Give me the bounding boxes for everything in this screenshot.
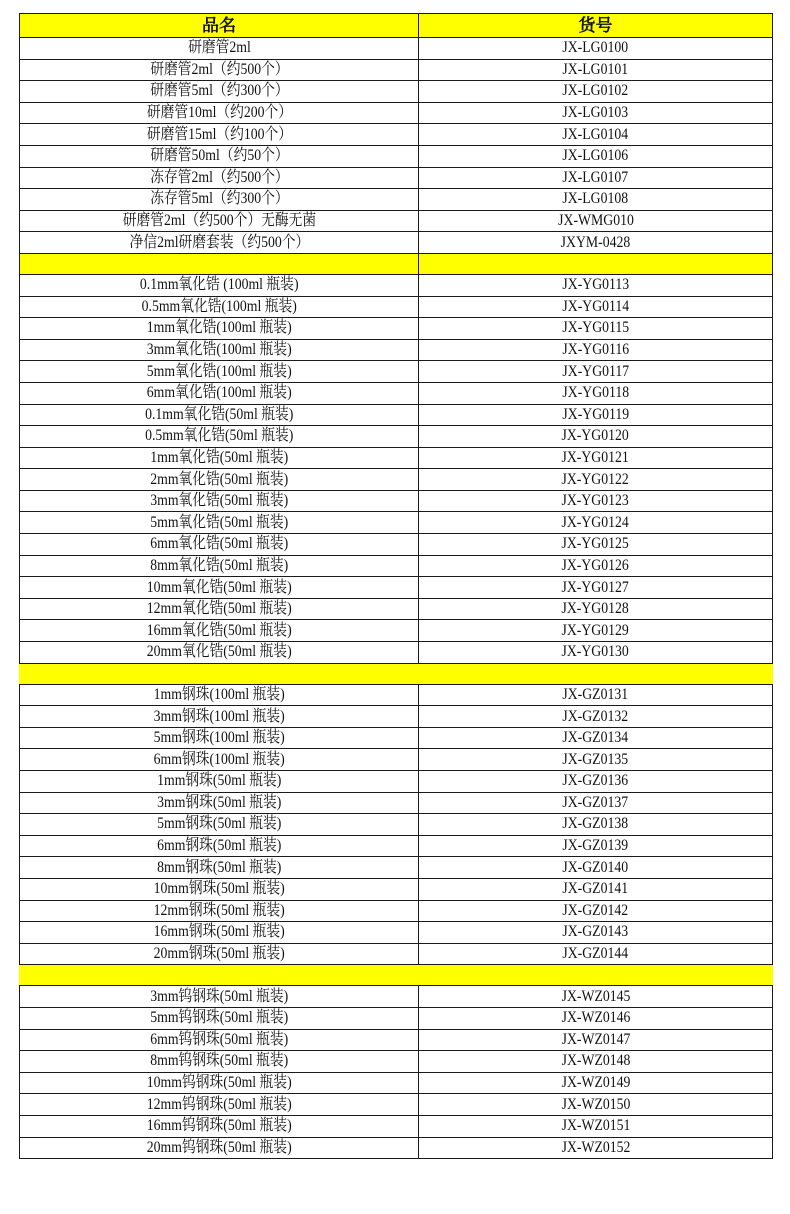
product-name-cell: [20, 210, 419, 232]
product-name-cell: [20, 1094, 419, 1116]
item-code: JX-GZ0143: [562, 923, 629, 941]
item-code: JX-YG0130: [561, 643, 630, 661]
item-code-cell: [419, 296, 773, 318]
table-row: [20, 382, 773, 404]
table-row: [20, 922, 773, 944]
item-code: JX-WZ0146: [561, 1009, 630, 1027]
item-code: JX-YG0120: [561, 427, 630, 445]
item-code: JX-GZ0134: [562, 729, 629, 747]
table-row: [20, 684, 773, 706]
item-code-cell: [419, 404, 773, 426]
table-row: [20, 59, 773, 81]
item-code: JX-GZ0131: [562, 685, 629, 703]
product-name-cell: [20, 706, 419, 728]
product-name: 10mm氧化锆(50ml 瓶装): [146, 578, 292, 596]
table-row: [20, 835, 773, 857]
product-name: 0.5mm氧化锆(100ml 瓶装): [141, 297, 297, 315]
item-code: JX-GZ0136: [562, 772, 629, 790]
table-row: [20, 490, 773, 512]
product-name: 5mm氧化锆(50ml 瓶装): [149, 513, 288, 531]
product-name-cell: [20, 922, 419, 944]
table-row: [20, 577, 773, 599]
item-code-cell: [419, 577, 773, 599]
table-row: [20, 469, 773, 491]
item-code-cell: [419, 274, 773, 296]
table-row: [20, 339, 773, 361]
item-code: JX-GZ0135: [562, 750, 629, 768]
table-row: [20, 1051, 773, 1073]
item-code-cell: [419, 361, 773, 383]
item-code: JX-YG0123: [561, 492, 630, 510]
product-name: 0.1mm氧化锆 (100ml 瓶装): [139, 276, 299, 294]
item-code: JX-LG0102: [562, 82, 629, 100]
product-name-cell: [20, 232, 419, 254]
product-name: 研磨管5ml（约300个）: [149, 82, 289, 100]
item-code: JX-WZ0149: [561, 1074, 630, 1092]
item-code: JX-WZ0151: [561, 1117, 630, 1135]
table-row: [20, 210, 773, 232]
product-name: 1mm钢珠(100ml 瓶装): [153, 685, 285, 703]
product-name-cell: [20, 814, 419, 836]
product-name-cell: [20, 447, 419, 469]
product-name: 12mm钨钢珠(50ml 瓶装): [146, 1095, 292, 1113]
item-code: JX-WZ0150: [561, 1095, 630, 1113]
group-separator-row: [20, 965, 773, 986]
product-name: 12mm氧化锆(50ml 瓶装): [146, 600, 292, 618]
table-row: [20, 814, 773, 836]
item-code-cell: [419, 490, 773, 512]
product-catalog-sheet: [19, 13, 772, 1159]
item-code: JX-LG0108: [562, 190, 629, 208]
product-name-cell: [20, 878, 419, 900]
table-row: [20, 878, 773, 900]
item-code-cell: [419, 382, 773, 404]
product-name: 3mm钨钢珠(50ml 瓶装): [149, 987, 288, 1005]
item-code-cell: [419, 1029, 773, 1051]
item-code: JX-WZ0147: [561, 1030, 630, 1048]
product-name: 6mm钢珠(50ml 瓶装): [156, 837, 282, 855]
item-code-cell: [419, 469, 773, 491]
product-name-cell: [20, 835, 419, 857]
product-name: 净信2ml研磨套装（约500个）: [129, 233, 309, 251]
product-name-cell: [20, 1029, 419, 1051]
table-row: [20, 512, 773, 534]
table-row: [20, 792, 773, 814]
product-name: 16mm氧化锆(50ml 瓶装): [146, 621, 292, 639]
product-name-cell: [20, 1072, 419, 1094]
product-name-cell: [20, 339, 419, 361]
table-row: [20, 167, 773, 189]
item-code-cell: [419, 857, 773, 879]
product-table: [19, 13, 773, 1159]
item-code-cell: [419, 534, 773, 556]
product-name-cell: [20, 38, 419, 60]
product-name-cell: [20, 318, 419, 340]
item-code-cell: [419, 1094, 773, 1116]
product-name: 研磨管15ml（约100个）: [146, 125, 292, 143]
item-code-cell: [419, 792, 773, 814]
item-code: JX-WMG010: [557, 212, 634, 230]
item-code-cell: [419, 684, 773, 706]
item-code-cell: [419, 232, 773, 254]
product-name: 5mm钢珠(50ml 瓶装): [156, 815, 282, 833]
table-row: [20, 598, 773, 620]
product-name-cell: [20, 598, 419, 620]
table-row: [20, 857, 773, 879]
item-code-cell: [419, 59, 773, 81]
product-name: 10mm钨钢珠(50ml 瓶装): [146, 1074, 292, 1092]
table-row: [20, 534, 773, 556]
product-name: 研磨管2ml: [187, 39, 251, 57]
table-row: [20, 943, 773, 965]
product-name: 3mm钢珠(100ml 瓶装): [153, 707, 285, 725]
product-name-cell: [20, 555, 419, 577]
product-name-cell: [20, 382, 419, 404]
item-code: JX-GZ0144: [562, 945, 629, 963]
item-code: JX-YG0129: [561, 621, 630, 639]
item-code-cell: [419, 145, 773, 167]
product-name: 3mm氧化锆(100ml 瓶装): [146, 341, 292, 359]
product-name-cell: [20, 1115, 419, 1137]
product-name: 8mm氧化锆(50ml 瓶装): [149, 556, 288, 574]
header-product-name: 品名: [20, 14, 419, 38]
item-code: JX-LG0100: [562, 39, 629, 57]
table-row: [20, 426, 773, 448]
item-code: JX-LG0107: [562, 168, 629, 186]
product-name-cell: [20, 857, 419, 879]
item-code: JXYM-0428: [560, 233, 631, 251]
table-row: [20, 296, 773, 318]
group-separator-row: [20, 253, 773, 274]
product-name-cell: [20, 59, 419, 81]
product-name-cell: [20, 684, 419, 706]
item-code-cell: [419, 38, 773, 60]
table-row: [20, 642, 773, 664]
item-code: JX-GZ0140: [562, 858, 629, 876]
product-name-cell: [20, 986, 419, 1008]
table-row: [20, 555, 773, 577]
item-code-cell: [419, 124, 773, 146]
product-name-cell: [20, 426, 419, 448]
product-name-cell: [20, 189, 419, 211]
product-name: 2mm氧化锆(50ml 瓶装): [149, 470, 288, 488]
item-code-cell: [419, 81, 773, 103]
product-name-cell: [20, 274, 419, 296]
product-name: 20mm钢珠(50ml 瓶装): [153, 945, 285, 963]
table-row: [20, 81, 773, 103]
product-name-cell: [20, 642, 419, 664]
product-name-cell: [20, 296, 419, 318]
item-code: JX-LG0103: [562, 104, 629, 122]
item-code: JX-LG0106: [562, 147, 629, 165]
product-name-cell: [20, 749, 419, 771]
product-name-cell: [20, 81, 419, 103]
product-name-cell: [20, 102, 419, 124]
item-code-cell: [419, 598, 773, 620]
item-code: JX-GZ0138: [562, 815, 629, 833]
item-code-cell: [419, 426, 773, 448]
table-row: [20, 145, 773, 167]
item-code-cell: [419, 102, 773, 124]
product-name: 5mm钨钢珠(50ml 瓶装): [149, 1009, 288, 1027]
product-name: 10mm钢珠(50ml 瓶装): [153, 880, 285, 898]
item-code-cell: [419, 986, 773, 1008]
item-code: JX-YG0121: [561, 448, 630, 466]
item-code-cell: [419, 512, 773, 534]
item-code: JX-YG0114: [562, 297, 629, 315]
item-code-cell: [419, 210, 773, 232]
item-code-cell: [419, 167, 773, 189]
product-name-cell: [20, 124, 419, 146]
table-row: [20, 1094, 773, 1116]
table-row: [20, 232, 773, 254]
item-code-cell: [419, 900, 773, 922]
item-code: JX-LG0104: [562, 125, 629, 143]
item-code: JX-GZ0137: [562, 793, 629, 811]
item-code-cell: [419, 620, 773, 642]
table-row: [20, 124, 773, 146]
separator-cell: [20, 965, 419, 986]
product-name-cell: [20, 771, 419, 793]
separator-cell: [20, 253, 419, 274]
item-code-cell: [419, 878, 773, 900]
item-code: JX-YG0127: [561, 578, 630, 596]
product-name: 1mm氧化锆(100ml 瓶装): [146, 319, 292, 337]
item-code-cell: [419, 749, 773, 771]
product-name: 冻存管5ml（约300个）: [149, 190, 289, 208]
item-code: JX-YG0113: [562, 276, 629, 294]
item-code-cell: [419, 835, 773, 857]
product-name-cell: [20, 361, 419, 383]
table-row: [20, 38, 773, 60]
table-row: [20, 189, 773, 211]
product-name: 6mm钢珠(100ml 瓶装): [153, 750, 285, 768]
item-code: JX-YG0122: [561, 470, 630, 488]
item-code-cell: [419, 189, 773, 211]
table-row: [20, 749, 773, 771]
item-code: JX-YG0118: [562, 384, 629, 402]
product-name: 20mm氧化锆(50ml 瓶装): [146, 643, 292, 661]
product-name-cell: [20, 1007, 419, 1029]
item-code: JX-YG0124: [561, 513, 630, 531]
item-code: JX-GZ0142: [562, 901, 629, 919]
product-name: 1mm钢珠(50ml 瓶装): [156, 772, 282, 790]
item-code: JX-YG0128: [561, 600, 630, 618]
table-row: [20, 900, 773, 922]
item-code: JX-YG0116: [562, 341, 629, 359]
item-code-cell: [419, 1007, 773, 1029]
item-code-cell: [419, 814, 773, 836]
separator-cell: [419, 663, 773, 684]
table-row: [20, 620, 773, 642]
product-name-cell: [20, 943, 419, 965]
product-name-cell: [20, 620, 419, 642]
table-row: [20, 1115, 773, 1137]
item-code: JX-WZ0152: [561, 1138, 630, 1156]
table-body: [20, 38, 773, 1159]
item-code: JX-LG0101: [562, 60, 629, 78]
product-name-cell: [20, 145, 419, 167]
table-row: [20, 102, 773, 124]
product-name: 8mm钨钢珠(50ml 瓶装): [149, 1052, 288, 1070]
product-name: 20mm钨钢珠(50ml 瓶装): [146, 1138, 292, 1156]
table-row: [20, 771, 773, 793]
item-code-cell: [419, 706, 773, 728]
product-name-cell: [20, 792, 419, 814]
product-name: 3mm氧化锆(50ml 瓶装): [149, 492, 288, 510]
table-row: [20, 1007, 773, 1029]
table-row: [20, 361, 773, 383]
table-row: [20, 447, 773, 469]
table-row: [20, 274, 773, 296]
product-name: 6mm钨钢珠(50ml 瓶装): [149, 1030, 288, 1048]
item-code: JX-YG0117: [562, 362, 629, 380]
product-name: 0.5mm氧化锆(50ml 瓶装): [144, 427, 294, 445]
table-row: [20, 1072, 773, 1094]
table-row: [20, 706, 773, 728]
item-code-cell: [419, 1137, 773, 1159]
item-code: JX-YG0126: [561, 556, 630, 574]
product-name-cell: [20, 167, 419, 189]
item-code: JX-GZ0132: [562, 707, 629, 725]
item-code-cell: [419, 1115, 773, 1137]
product-name-cell: [20, 490, 419, 512]
product-name: 8mm钢珠(50ml 瓶装): [156, 858, 282, 876]
product-name-cell: [20, 534, 419, 556]
item-code: JX-WZ0145: [561, 987, 630, 1005]
item-code-cell: [419, 943, 773, 965]
product-name: 研磨管10ml（约200个）: [146, 104, 292, 122]
separator-cell: [20, 663, 419, 684]
product-name: 16mm钨钢珠(50ml 瓶装): [146, 1117, 292, 1135]
item-code-cell: [419, 1072, 773, 1094]
product-name-cell: [20, 727, 419, 749]
product-name: 1mm氧化锆(50ml 瓶装): [149, 448, 288, 466]
product-name-cell: [20, 1137, 419, 1159]
product-name: 16mm钢珠(50ml 瓶装): [153, 923, 285, 941]
item-code: JX-GZ0141: [562, 880, 629, 898]
item-code-cell: [419, 339, 773, 361]
product-name: 5mm氧化锆(100ml 瓶装): [146, 362, 292, 380]
item-code: JX-WZ0148: [561, 1052, 630, 1070]
table-row: [20, 986, 773, 1008]
item-code-cell: [419, 771, 773, 793]
separator-cell: [419, 253, 773, 274]
product-name: 研磨管2ml（约500个）无酶无菌: [122, 212, 316, 230]
product-name: 0.1mm氧化锆(50ml 瓶装): [144, 405, 294, 423]
product-name-cell: [20, 512, 419, 534]
table-row: [20, 404, 773, 426]
product-name: 冻存管2ml（约500个）: [149, 168, 289, 186]
product-name-cell: [20, 900, 419, 922]
item-code-cell: [419, 727, 773, 749]
product-name: 6mm氧化锆(100ml 瓶装): [146, 384, 292, 402]
item-code-cell: [419, 642, 773, 664]
product-name: 3mm钢珠(50ml 瓶装): [156, 793, 282, 811]
table-row: [20, 1137, 773, 1159]
product-name-cell: [20, 577, 419, 599]
header-item-code: 货号: [419, 14, 773, 38]
product-name: 研磨管50ml（约50个）: [149, 147, 289, 165]
item-code-cell: [419, 447, 773, 469]
table-row: [20, 1029, 773, 1051]
product-name-cell: [20, 404, 419, 426]
product-name-cell: [20, 469, 419, 491]
product-name: 12mm钢珠(50ml 瓶装): [153, 901, 285, 919]
item-code: JX-GZ0139: [562, 837, 629, 855]
table-row: [20, 318, 773, 340]
item-code: JX-YG0119: [562, 405, 629, 423]
item-code-cell: [419, 555, 773, 577]
table-row: [20, 727, 773, 749]
item-code-cell: [419, 1051, 773, 1073]
separator-cell: [419, 965, 773, 986]
item-code-cell: [419, 318, 773, 340]
product-name: 6mm氧化锆(50ml 瓶装): [149, 535, 288, 553]
item-code: JX-YG0115: [562, 319, 629, 337]
product-name: 研磨管2ml（约500个）: [149, 60, 289, 78]
product-name: 5mm钢珠(100ml 瓶装): [153, 729, 285, 747]
item-code: JX-YG0125: [561, 535, 630, 553]
header-row: [20, 14, 773, 38]
item-code-cell: [419, 922, 773, 944]
group-separator-row: [20, 663, 773, 684]
product-name-cell: [20, 1051, 419, 1073]
